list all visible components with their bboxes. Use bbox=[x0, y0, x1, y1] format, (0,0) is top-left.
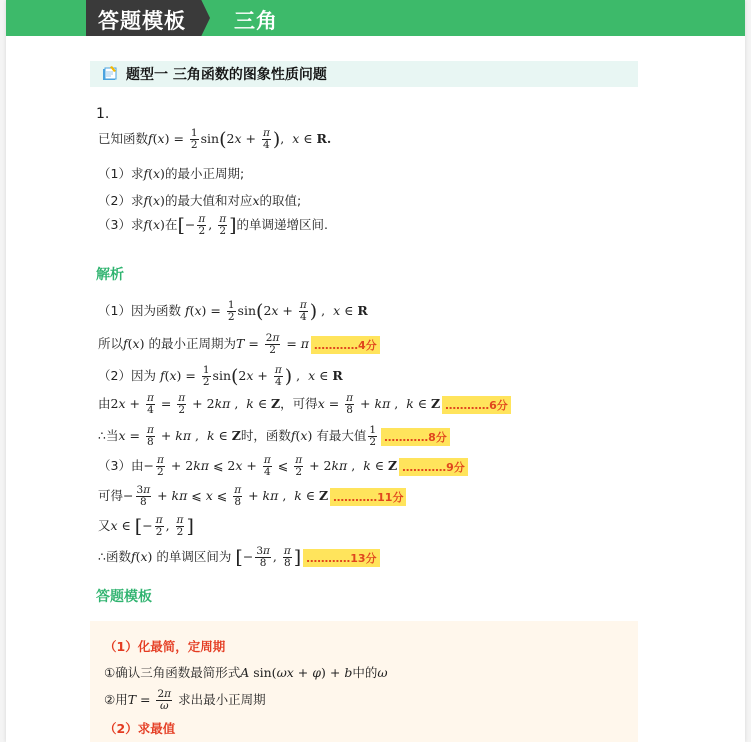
analysis-heading: 解析 bbox=[96, 267, 124, 283]
template-box bbox=[90, 621, 638, 742]
analysis-line-4: 由2x + $\frac{\pi}{4}$ = $\frac{\pi}{2}$ + 2kπ , k ∈ Z，可得x = $\frac{\pi}{8}$ + kπ , k ∈ Z …………6分 bbox=[98, 393, 511, 416]
analysis-line-3: （2）因为 f(x) = $\frac{1}{2}$ sin(2x + $\frac{\pi}{4}$ ) , x ∈ R bbox=[98, 364, 343, 388]
score-badge: …………4分 bbox=[311, 336, 380, 354]
document-page bbox=[6, 0, 745, 742]
score-badge: …………9分 bbox=[399, 458, 468, 476]
book-icon bbox=[102, 66, 118, 82]
score-badge: …………11分 bbox=[330, 488, 406, 506]
score-badge: …………13分 bbox=[303, 549, 379, 567]
analysis-line-5: ∴当x = $\frac{\pi}{8}$ + kπ , k ∈ Z时，函数f(x) 有最大值 $\frac{1}{2}$ …………8分 bbox=[98, 425, 450, 448]
score-badge: …………6分 bbox=[442, 396, 511, 414]
banner-subtitle: 三角 bbox=[234, 9, 278, 33]
template-line-2: ①确认三角函数最简形式A sin(ωx + φ) + b中的ω bbox=[104, 665, 388, 680]
question-item-3: （3）求f(x)在[− $\frac{\pi}{2}$ , $\frac{\pi}{2}$ ]的单调递增区间. bbox=[98, 213, 329, 237]
analysis-line-7: 可得− $\frac{3\pi}{8}$ + kπ ⩽ x ⩽ $\frac{\pi}{8}$ + kπ , k ∈ Z …………11分 bbox=[98, 485, 406, 508]
section-header bbox=[90, 61, 638, 87]
analysis-line-1: （1）因为函数 f(x) = $\frac{1}{2}$ sin(2x + $\frac{\pi}{4}$ ) , x ∈ R bbox=[98, 299, 368, 323]
analysis-line-2: 所以f(x) 的最小正周期为T = $\frac{2\pi}{2}$ = π …………4分 bbox=[98, 333, 380, 356]
template-heading: 答题模板 bbox=[96, 589, 152, 605]
template-step-1: （1）化最简，定周期 bbox=[104, 639, 226, 654]
analysis-line-9: ∴函数f(x) 的单调区间为 [− $\frac{3\pi}{8}$ , $\frac{\pi}{8}$ ] …………13分 bbox=[98, 546, 380, 569]
section-title: 题型一 三角函数的图象性质问题 bbox=[126, 67, 327, 83]
score-badge: …………8分 bbox=[381, 428, 450, 446]
question-item-2: （2）求f(x)的最大值和对应x的取值; bbox=[98, 193, 302, 208]
stem-prefix: 已知函数 bbox=[98, 131, 149, 146]
question-stem: 已知函数f(x) = $\frac{1}{2}$ sin(2x + $\frac{\pi}{4}$ ), x ∈ R. bbox=[98, 127, 332, 151]
question-item-1: （1）求f(x)的最小正周期; bbox=[98, 166, 245, 181]
analysis-line-8: 又x ∈ [− $\frac{\pi}{2}$ , $\frac{\pi}{2}$ ] bbox=[98, 514, 194, 538]
banner-title: 答题模板 bbox=[98, 9, 186, 33]
template-step-2: （2）求最值 bbox=[104, 721, 176, 736]
analysis-line-6: （3）由− $\frac{\pi}{2}$ + 2kπ ⩽ 2x + $\frac{\pi}{4}$ ⩽ $\frac{\pi}{2}$ + 2kπ , k ∈ Z …………9分 bbox=[98, 455, 468, 478]
question-number: 1. bbox=[96, 106, 110, 122]
template-line-3: ②用T = $\frac{2\pi}{\omega}$ 求出最小正周期 bbox=[104, 688, 266, 712]
